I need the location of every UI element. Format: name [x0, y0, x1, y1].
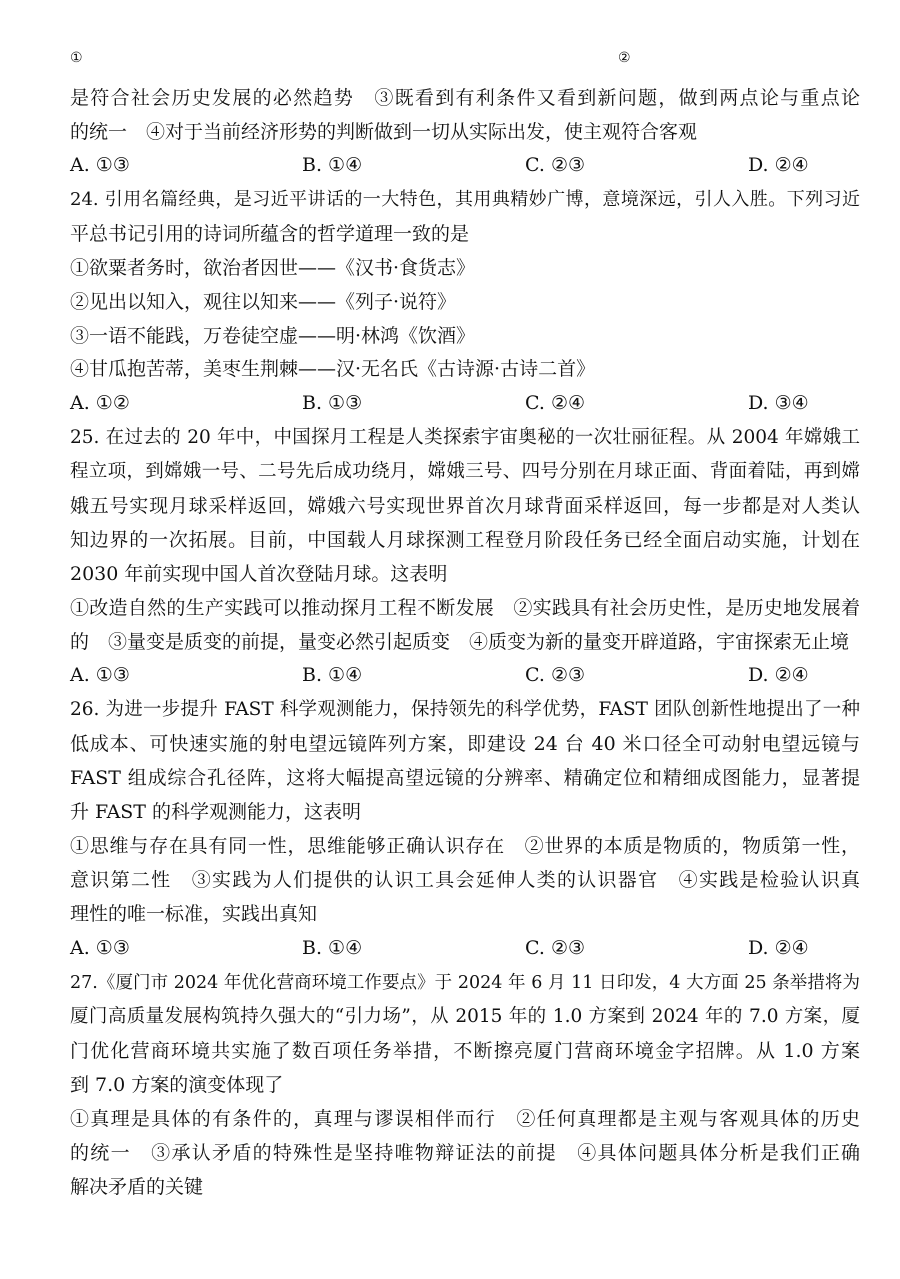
q27-stem-line-3: 门优化营商环境共实施了数百项任务举措，不断擦亮厦门营商环境金字招牌。从 1.0 方案 — [70, 1040, 860, 1062]
q26-item-line-3: 理性的唯一标准，实践出真知 — [70, 903, 318, 925]
q26-stem-line-3: FAST 组成综合孔径阵，这将大幅提高望远镜的分辨率、精确定位和精细成图能力，显著提 — [70, 767, 860, 789]
q24-item-4: ④甘瓜抱苦蒂，美枣生荆棘——汉·无名氏《古诗源·古诗二首》 — [70, 358, 596, 380]
q25-option-d[interactable]: D. ②④ — [748, 664, 809, 686]
q25-stem-line-5: 2030 年前实现中国人首次登陆月球。这表明 — [70, 563, 448, 585]
q24-option-d[interactable]: D. ③④ — [748, 392, 809, 414]
q24-item-3: ③一语不能践，万卷徒空虚——明·林鸿《饮酒》 — [70, 325, 476, 347]
q24-item-2: ②见出以知入，观往以知来——《列子·说符》 — [70, 291, 457, 313]
q25-item-line-2: 的 ③量变是质变的前提，量变必然引起质变 ④质变为新的量变开辟道路，宇宙探索无止境 — [70, 631, 850, 653]
q26-option-a[interactable]: A. ①③ — [70, 937, 130, 959]
q24-option-a[interactable]: A. ①② — [70, 392, 130, 414]
q24-stem-line-1: 24. 引用名篇经典，是习近平讲话的一大特色，其用典精妙广博，意境深远，引人入胜。下列习近 — [70, 189, 860, 210]
q24-item-1: ①欲粟者务时，欲治者因世——《汉书·食货志》 — [70, 257, 476, 279]
q26-stem-line-1: 26. 为进一步提升 FAST 科学观测能力，保持领先的科学优势，FAST 团队创新性地提出了一种 — [70, 699, 860, 720]
q24-stem-line-2: 平总书记引用的诗词所蕴含的哲学道理一致的是 — [70, 223, 470, 245]
q23-line-2: 的统一 ④对于当前经济形势的判断做到一切从实际出发，使主观符合客观 — [70, 121, 698, 143]
q26-stem-line-4: 升 FAST 的科学观测能力，这表明 — [70, 801, 362, 823]
q25-stem-line-4: 知边界的一次拓展。目前，中国载人月球探测工程登月阶段任务已经全面启动实施，计划在 — [70, 529, 860, 551]
q26-option-b[interactable]: B. ①④ — [302, 937, 363, 959]
q25-option-c[interactable]: C. ②③ — [525, 664, 586, 686]
q27-item-line-1: ①真理是具体的有条件的，真理与谬误相伴而行 ②任何真理都是主观与客观具体的历史 — [70, 1108, 860, 1130]
q23-option-c[interactable]: C. ②③ — [525, 154, 586, 176]
q26-item-line-2: 意识第二性 ③实践为人们提供的认识工具会延伸人类的认识器官 ④实践是检验认识真 — [70, 869, 860, 891]
q26-option-c[interactable]: C. ②③ — [525, 937, 586, 959]
q23-option-d[interactable]: D. ②④ — [748, 154, 809, 176]
q24-option-b[interactable]: B. ①③ — [302, 392, 363, 414]
q27-item-line-3: 解决矛盾的关键 — [70, 1176, 204, 1198]
q25-option-b[interactable]: B. ①④ — [302, 664, 363, 686]
q23-option-a[interactable]: A. ①③ — [70, 154, 130, 176]
q25-item-line-1: ①改造自然的生产实践可以推动探月工程不断发展 ②实践具有社会历史性，是历史地发展着 — [70, 597, 860, 619]
top-mark-right: ② — [618, 50, 631, 66]
q23-option-b[interactable]: B. ①④ — [302, 154, 363, 176]
q25-stem-line-3: 娥五号实现月球采样返回，嫦娥六号实现世界首次月球背面采样返回，每一步都是对人类认 — [70, 495, 860, 517]
q23-options — [70, 153, 860, 177]
q24-options — [70, 391, 860, 415]
q26-stem-line-2: 低成本、可快速实施的射电望远镜阵列方案，即建设 24 台 40 米口径全可动射电望远镜与 — [70, 733, 860, 755]
q27-stem-line-1: 27.《厦门市 2024 年优化营商环境工作要点》于 2024 年 6 月 11 日印发，4 大方面 25 条举措将为 — [70, 973, 860, 993]
q23-line-1: 是符合社会历史发展的必然趋势 ③既看到有利条件又看到新问题，做到两点论与重点论 — [70, 87, 860, 109]
q25-stem-line-1: 25. 在过去的 20 年中，中国探月工程是人类探索宇宙奥秘的一次壮丽征程。从 2004 年嫦娥工 — [70, 427, 860, 448]
q26-options — [70, 936, 860, 960]
top-mark-left: ① — [70, 50, 83, 66]
q27-stem-line-2: 厦门高质量发展构筑持久强大的“引力场”，从 2015 年的 1.0 方案到 2024 年的 7.0 方案，厦 — [70, 1006, 860, 1027]
q25-stem-line-2: 程立项，到嫦娥一号、二号先后成功绕月，嫦娥三号、四号分别在月球正面、背面着陆，再到嫦 — [70, 461, 860, 482]
q27-item-line-2: 的统一 ③承认矛盾的特殊性是坚持唯物辩证法的前提 ④具体问题具体分析是我们正确 — [70, 1142, 860, 1164]
q26-option-d[interactable]: D. ②④ — [748, 937, 809, 959]
q25-options — [70, 663, 860, 687]
q27-stem-line-4: 到 7.0 方案的演变体现了 — [70, 1074, 284, 1096]
q24-option-c[interactable]: C. ②④ — [525, 392, 586, 414]
q25-option-a[interactable]: A. ①③ — [70, 664, 130, 686]
q26-item-line-1: ①思维与存在具有同一性，思维能够正确认识存在 ②世界的本质是物质的，物质第一性， — [70, 835, 860, 857]
